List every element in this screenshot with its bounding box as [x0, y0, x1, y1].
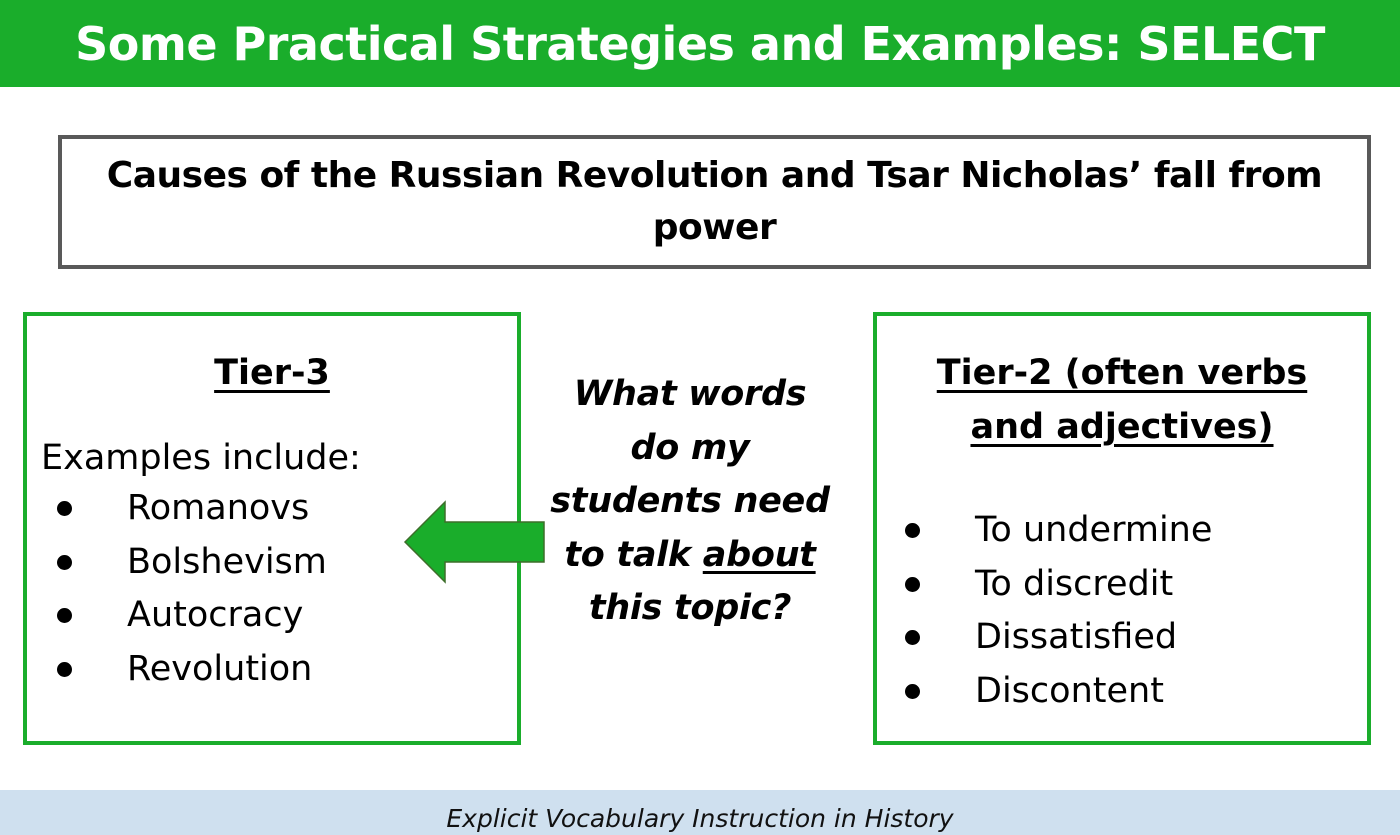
slide-title: Some Practical Strategies and Examples: SELECT	[75, 16, 1325, 71]
bullet-dot-icon	[905, 684, 920, 699]
tier3-heading: Tier-3	[214, 353, 330, 393]
list-item	[47, 643, 517, 697]
footer-text: Explicit Vocabulary Instruction in History	[446, 804, 954, 833]
tier2-box	[873, 312, 1371, 745]
list-item	[897, 558, 1367, 612]
examples-label: Examples include:	[41, 438, 361, 478]
list-item	[897, 665, 1367, 719]
list-item	[897, 504, 1367, 558]
question-text-underlined: about	[702, 534, 816, 575]
question-text-before: What words do my students need to talk	[550, 374, 830, 575]
list-item	[47, 589, 517, 643]
list-item	[897, 611, 1367, 665]
center-question	[545, 368, 835, 636]
tier3-term: Bolshevism	[127, 541, 327, 582]
title-bar	[0, 0, 1400, 87]
tier2-heading: Tier-2 (often verbs and adjectives)	[936, 353, 1308, 447]
question-text-after: this topic?	[588, 588, 792, 628]
tier2-term: To undermine	[975, 510, 1213, 550]
tier2-term: To discredit	[975, 563, 1174, 604]
bullet-dot-icon	[905, 523, 920, 538]
bullet-dot-icon	[57, 662, 72, 677]
topic-text: Causes of the Russian Revolution and Tsar Nicholas’ fall from power	[106, 155, 1323, 248]
tier3-term: Romanovs	[127, 488, 310, 528]
left-arrow-icon	[403, 500, 547, 584]
bullet-dot-icon	[57, 501, 72, 516]
tier3-term: Revolution	[127, 648, 313, 689]
footer-bar	[0, 790, 1400, 835]
topic-box	[58, 135, 1371, 269]
tier2-list	[897, 504, 1367, 718]
tier3-term: Autocracy	[127, 595, 304, 635]
tier2-term: Discontent	[975, 670, 1164, 711]
bullet-dot-icon	[905, 577, 920, 592]
bullet-dot-icon	[905, 630, 920, 645]
bullet-dot-icon	[57, 555, 72, 570]
tier2-term: Dissatisfied	[975, 617, 1178, 657]
bullet-dot-icon	[57, 608, 72, 623]
